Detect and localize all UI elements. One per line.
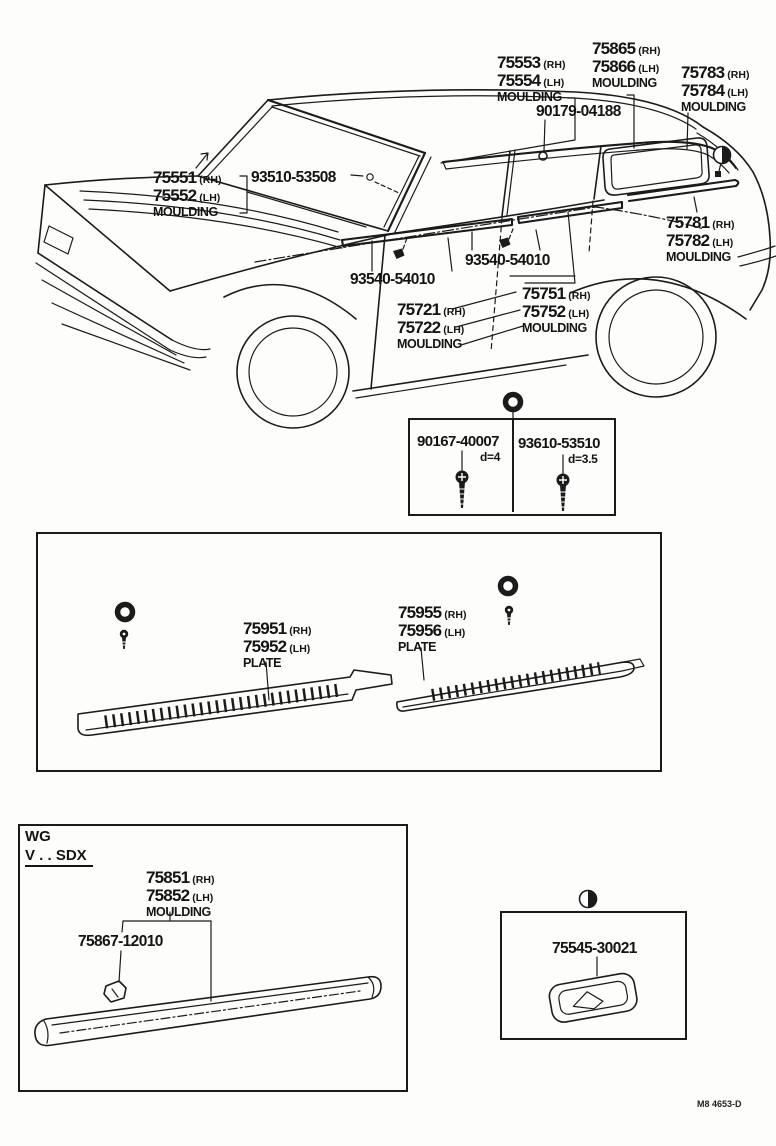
part-number-rh: 75865 (RH)	[592, 39, 661, 58]
part-kind: MOULDING	[146, 905, 211, 919]
label-windshield-upper-moulding	[497, 54, 565, 104]
label-screw-a-diameter: d=4	[480, 450, 501, 464]
scuff-plate-box	[36, 532, 662, 772]
part-number-lh: 75866 (LH)	[592, 57, 660, 76]
label-quarter-belt-moulding	[666, 214, 734, 264]
part-number-lh: 75752 (LH)	[522, 302, 590, 321]
label-screw-b-diameter: d=3.5	[568, 452, 598, 466]
part-kind: PLATE	[398, 640, 437, 654]
label-roof-rail-clip-code: 90179-04188	[536, 103, 621, 120]
part-number-rh: 75553 (RH)	[497, 53, 566, 72]
model-tag-wg: WG	[25, 828, 51, 845]
grade-tag-v-sdx: V . . SDX	[25, 847, 93, 867]
label-rear-door-moulding	[522, 285, 590, 335]
part-kind: MOULDING	[666, 250, 731, 264]
part-kind: MOULDING	[681, 100, 746, 114]
label-front-door-moulding	[397, 301, 465, 351]
label-screw-a-code: 90167-40007	[417, 433, 499, 450]
part-number-rh: 75751 (RH)	[522, 284, 591, 303]
drawing-number: M8 4653-D	[697, 1099, 742, 1109]
part-kind: MOULDING	[153, 205, 218, 219]
part-number-lh: 75782 (LH)	[666, 231, 734, 250]
part-kind: MOULDING	[522, 321, 587, 335]
fastener-symbols	[118, 147, 731, 908]
part-number-rh: 75551 (RH)	[153, 168, 222, 187]
pad-box	[500, 911, 687, 1040]
half-shaded-marker-icon	[714, 147, 731, 164]
part-number-rh: 75951 (RH)	[243, 619, 312, 638]
part-number-rh: 75781 (RH)	[666, 213, 735, 232]
fastener-table-divider	[512, 418, 514, 512]
part-kind: MOULDING	[397, 337, 462, 351]
part-number-lh: 75722 (LH)	[397, 318, 465, 337]
label-door-clip-front-code: 93540-54010	[350, 271, 435, 288]
part-number-lh: 75956 (LH)	[398, 621, 466, 640]
label-door-clip-rear-code: 93540-54010	[465, 252, 550, 269]
label-pad-code: 75545-30021	[552, 940, 637, 957]
part-kind: MOULDING	[497, 90, 562, 104]
label-screw-b-code: 93610-53510	[518, 435, 600, 452]
part-number-lh: 75554 (LH)	[497, 71, 565, 90]
part-kind: MOULDING	[592, 76, 657, 90]
part-number-lh: 75552 (LH)	[153, 186, 221, 205]
part-number-lh: 75784 (LH)	[681, 81, 749, 100]
label-scuff-plate-rear	[398, 604, 466, 654]
part-number-rh: 75955 (RH)	[398, 603, 467, 622]
label-scuff-plate-front	[243, 620, 311, 670]
part-number-lh: 75852 (LH)	[146, 886, 214, 905]
part-number-rh: 75721 (RH)	[397, 300, 466, 319]
label-wagon-sill-moulding	[146, 869, 214, 919]
label-quarter-upper-moulding	[681, 64, 749, 114]
car-line-art	[36, 90, 776, 428]
label-sill-moulding-clip-code: 75867-12010	[78, 933, 163, 950]
grommet-icon	[506, 395, 521, 410]
part-number-lh: 75952 (LH)	[243, 637, 311, 656]
half-shaded-marker-icon	[580, 891, 597, 908]
door-clip-icon	[393, 249, 405, 260]
part-kind: PLATE	[243, 656, 282, 670]
label-windshield-side-moulding	[153, 169, 221, 219]
label-roof-drip-moulding	[592, 40, 660, 90]
part-number-rh: 75851 (RH)	[146, 868, 215, 887]
part-number-rh: 75783 (RH)	[681, 63, 750, 82]
label-windshield-screw-code: 93510-53508	[251, 169, 336, 186]
